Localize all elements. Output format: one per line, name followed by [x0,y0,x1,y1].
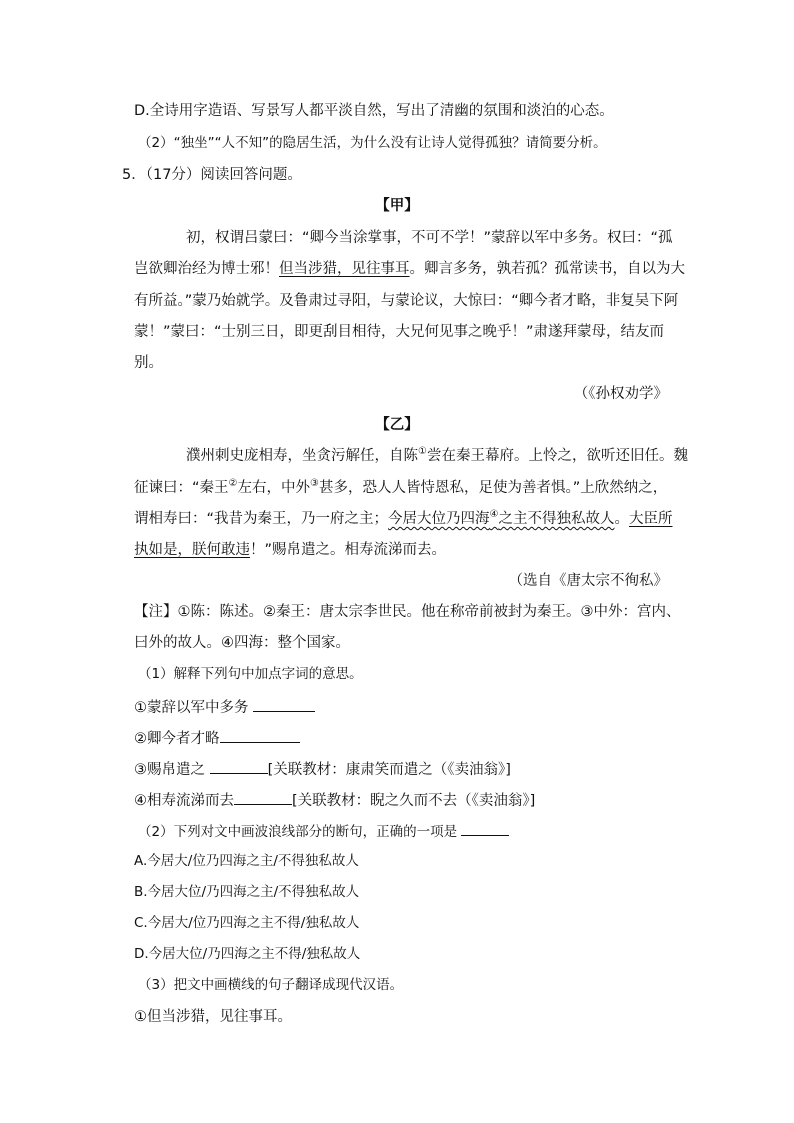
answer-blank[interactable] [234,789,292,805]
sub2-option-b: B.今居大位/乃四海之主/不得独私故人 [134,884,360,900]
q4-subquestion-2: （2）“独坐”“人不知”的隐居生活，为什么没有让诗人觉得孤独？请简要分析。 [138,135,607,151]
jia-line-2: 岂欲卿治经为博士邪！但当涉猎，见往事耳。卿言多务，孰若孤？孤常读书，自以为大 [134,261,685,277]
sub2-option-d: D.今居大位/乃四海之主不得/独私故人 [134,946,361,962]
note-marker-1: ① [418,446,427,457]
sub2-prompt: （2）下列对文中画波浪线部分的断句，正确的一项是 [138,820,509,842]
note-marker-4: ④ [489,509,499,520]
sub3-item-1: ①但当涉猎，见往事耳。 [134,1009,292,1025]
sub1-item-2: ②卿今者才略 [134,727,300,749]
sub1-item-1: ①蒙辞以军中多务 [134,696,315,718]
sub1-item-3: ③赐帛遣之 [关联教材：康肃笑而遣之（《卖油翁》] [134,758,511,780]
yi-source: （选自《唐太宗不徇私》 [508,573,668,589]
sub1-item-4: ④相寿流涕而去 [关联教材：睨之久而不去（《卖油翁》] [134,789,535,811]
answer-blank[interactable] [461,820,509,836]
q4-option-d: D.全诗用字造语、写景写人都平淡自然，写出了清幽的氛围和淡泊的心态。 [134,103,614,119]
sub1-prompt: （1）解释下列句中加点字词的意思。 [138,666,363,682]
sub2-option-c: C.今居大/位乃四海之主不得/独私故人 [134,915,360,931]
jia-line-1: 初，权谓吕蒙曰：“卿今当涂掌事，不可不学！”蒙辞以军中多务。权曰：“孤 [186,230,673,246]
answer-blank[interactable] [210,758,268,774]
passage-yi-title: 【乙】 [375,417,419,433]
jia-line-4: 蒙！”蒙曰：“士别三日，即更刮目相待，大兄何见事之晚乎！”肃遂拜蒙母，结友而 [134,324,665,340]
q5-header: 5．（17分）阅读回答问题。 [122,167,302,183]
passage-jia-title: 【甲】 [375,198,419,214]
wavy-underlined-phrase: 今居大位乃四海④之主不得独私故人 [388,509,615,527]
note-marker-2: ② [228,478,238,489]
sub3-prompt: （3）把文中画横线的句子翻译成现代汉语。 [138,977,404,993]
yi-line-1: 濮州刺史庞相寿，坐贪污解任，自陈①尝在秦王幕府。上怜之，欲听还旧任。魏 [186,446,688,464]
sub2-option-a: A.今居大/位乃四海之主/不得独私故人 [134,853,359,869]
notes-line-2: 曰外的故人。④四海：整个国家。 [134,635,350,651]
underlined-sentence-1: 但当涉猎，见往事耳 [279,261,410,277]
jia-line-5: 别。 [134,355,163,371]
answer-blank[interactable] [253,696,315,712]
yi-line-3: 谓相寿曰：“我昔为秦王，乃一府之主；今居大位乃四海④之主不得独私故人。大臣所 [134,509,673,527]
yi-line-2: 征谏曰：“秦王②左右，中外③甚多，恐人人皆恃恩私，足使为善者惧。”上欣然纳之， [134,478,668,496]
notes-line-1: 【注】①陈：陈述。②秦王：唐太宗李世民。他在称帝前被封为秦王。③中外：宫内、 [134,604,681,620]
underlined-sentence-2-part-2: 执如是，朕何敢违 [134,542,250,558]
jia-line-3: 有所益。”蒙乃始就学。及鲁肃过寻阳，与蒙论议，大惊曰：“卿今者才略，非复吴下阿 [134,293,679,309]
underlined-sentence-2-part-1: 大臣所 [628,511,673,527]
jia-source: （《孙权劝学》 [573,386,668,402]
note-marker-3: ③ [309,478,319,489]
yi-line-4: 执如是，朕何敢违！”赐帛遣之。相寿流涕而去。 [134,542,447,558]
answer-blank[interactable] [220,727,300,743]
